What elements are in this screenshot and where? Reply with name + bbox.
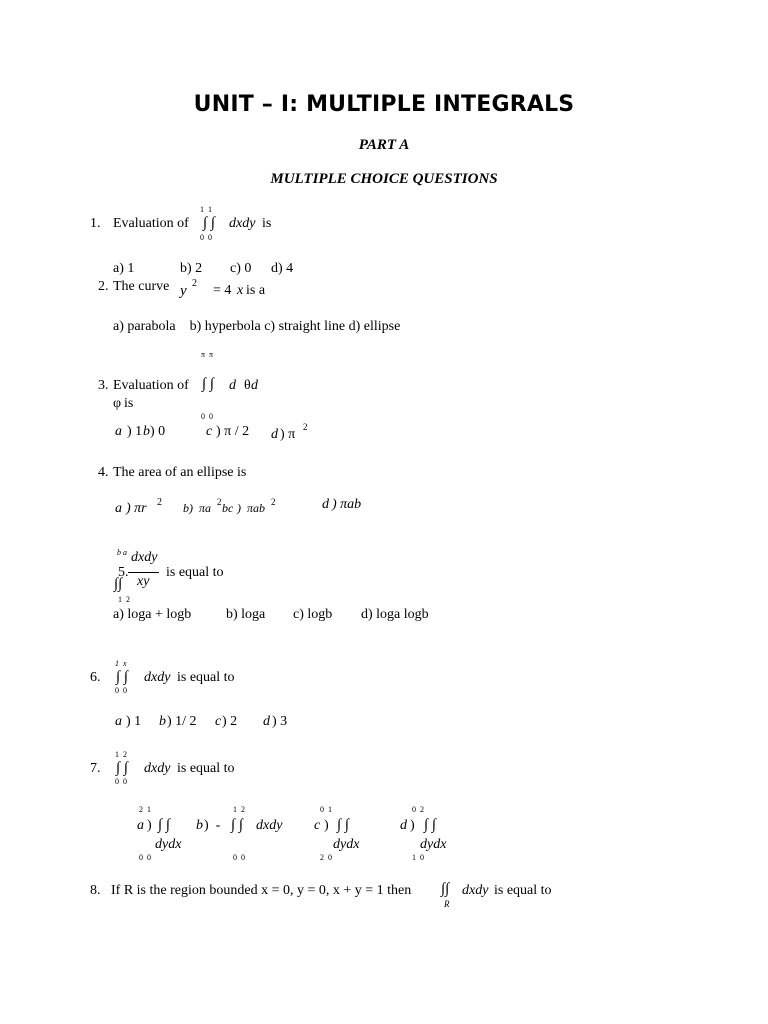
integrand: dxdy: [144, 761, 171, 776]
option-label: a: [137, 818, 144, 833]
upper-limits: 2 1: [139, 805, 152, 814]
option-a-label: a: [115, 424, 122, 439]
integral-sign: ∫∫: [114, 576, 123, 592]
equation-rhs: = 4: [213, 283, 232, 298]
lower-limits: 0 0: [115, 777, 128, 786]
question-suffix: is equal to: [166, 565, 224, 580]
option-a-value: ) 1: [127, 424, 143, 439]
integrand: dydx: [333, 837, 360, 852]
upper-limits: 1 2: [233, 805, 246, 814]
option-c-value: πab: [247, 501, 266, 515]
option-b-label: b): [183, 501, 193, 515]
option-b-tail: bc: [222, 501, 234, 515]
exponent: 2: [192, 278, 197, 289]
fraction-bar: [128, 572, 159, 573]
integral-sign: ∫ ∫: [116, 669, 128, 685]
lower-limits: 0 0: [233, 853, 246, 862]
page-title: UNIT – I: MULTIPLE INTEGRALS: [193, 92, 575, 117]
question-number: 5.: [118, 565, 129, 580]
fraction-numerator: dxdy: [131, 550, 158, 565]
option-paren: ) -: [204, 818, 221, 833]
option-b-exponent: 2: [217, 497, 222, 507]
integral-sign: ∫ ∫: [231, 817, 243, 833]
question-suffix: is equal to: [494, 883, 552, 898]
region-label: R: [444, 899, 450, 909]
integrand: dxdy: [144, 670, 171, 685]
differential-d: d: [229, 378, 236, 393]
question-number: 7.: [90, 761, 101, 776]
question-suffix: is equal to: [177, 670, 235, 685]
option-d: d) 4: [271, 261, 294, 276]
option-d-label: d: [322, 497, 329, 512]
integrand: dxdy: [256, 818, 283, 833]
option-d-label: d: [271, 427, 278, 442]
variable-y: y: [180, 283, 187, 299]
option-c-value: ) π / 2: [216, 424, 250, 439]
integral-sign: ∫ ∫: [116, 760, 128, 776]
option-paren: ): [410, 818, 415, 833]
option-paren: ): [324, 818, 329, 833]
integrand: dydx: [155, 837, 182, 852]
option-a-label: a: [115, 714, 122, 729]
option-label: c: [314, 818, 321, 833]
option-c: c) 0: [230, 261, 252, 276]
option-c-label: c: [215, 714, 222, 729]
upper-limits: 1 x: [115, 659, 128, 668]
differential-d: d: [251, 378, 258, 393]
options: a) parabola b) hyperbola c) straight line d) ellipse: [113, 319, 401, 334]
option-a-label: a: [115, 501, 122, 516]
integrand: dydx: [420, 837, 447, 852]
option-b: b) 2: [180, 261, 203, 276]
upper-limits: 0 2: [412, 805, 425, 814]
option-c-exponent: 2: [271, 497, 276, 507]
option-d-value: ) πab: [332, 497, 362, 512]
question-number: 4.: [98, 465, 109, 480]
lower-limits: 1 2: [118, 595, 131, 604]
option-a-value: ) πr: [126, 501, 147, 516]
question-number: 1.: [90, 216, 101, 231]
question-text: Evaluation of: [113, 378, 189, 393]
option-a: a) 1: [113, 261, 135, 276]
fraction-denominator: xy: [137, 574, 150, 589]
integrand: dxdy: [462, 883, 489, 898]
question-suffix: is a: [246, 283, 266, 298]
option-b-value: ) 1/ 2: [167, 714, 197, 729]
question-text: If R is the region bounded x = 0, y = 0, x + y = 1 then: [111, 883, 412, 898]
question-suffix: is: [124, 396, 134, 411]
question-text: The curve: [113, 279, 170, 294]
part-heading: PART A: [358, 137, 410, 153]
theta-symbol: θ: [244, 378, 251, 393]
option-c-label: c: [206, 424, 213, 439]
lower-limits: 0 0: [201, 412, 214, 421]
integral-sign: ∫ ∫: [337, 817, 349, 833]
upper-limits: 1 2: [115, 750, 128, 759]
variable-x: x: [237, 283, 244, 298]
phi-symbol: φ: [113, 396, 122, 411]
integral-sign: ∫∫: [441, 881, 450, 897]
question-text: Evaluation of: [113, 216, 189, 231]
upper-limits: π π: [201, 350, 215, 359]
upper-limits: b a: [117, 548, 127, 557]
lower-limits: 0 0: [115, 686, 128, 695]
lower-limits: 0 0: [139, 853, 152, 862]
integral-sign: ∫ ∫: [424, 817, 436, 833]
question-number: 6.: [90, 670, 101, 685]
section-heading: MULTIPLE CHOICE QUESTIONS: [270, 171, 498, 187]
option-c-value: ) 2: [222, 714, 238, 729]
option-b-label: b: [159, 714, 166, 729]
option-d-value: ) 3: [272, 714, 288, 729]
integral-sign: ∫ ∫: [202, 376, 214, 392]
option-a-value: ) 1: [126, 714, 142, 729]
integrand: dxdy: [229, 216, 256, 231]
option-b-value: ) 0: [150, 424, 166, 439]
lower-limits: 1 0: [412, 853, 425, 862]
option-d-value: ) π: [280, 427, 296, 442]
question-number: 2.: [98, 279, 109, 294]
option-c: c) logb: [293, 607, 333, 622]
option-b-label: b: [143, 424, 150, 439]
option-b-value: πa: [199, 501, 212, 515]
question-text: The area of an ellipse is: [113, 465, 247, 480]
question-number: 8.: [90, 883, 101, 898]
option-c-label: ): [237, 501, 241, 515]
lower-limits: 2 0: [320, 853, 333, 862]
question-number: 3.: [98, 378, 109, 393]
option-d-label: d: [263, 714, 270, 729]
upper-limits: 0 1: [320, 805, 333, 814]
option-d-exponent: 2: [303, 422, 308, 432]
lower-limits: 0 0: [200, 233, 213, 242]
upper-limits: 1 1: [200, 205, 213, 214]
option-d: d) loga logb: [361, 607, 429, 622]
question-suffix: is equal to: [177, 761, 235, 776]
integral-sign: ∫ ∫: [158, 817, 170, 833]
option-a-exponent: 2: [157, 497, 162, 508]
option-b: b) loga: [226, 607, 266, 622]
option-label: b: [196, 818, 203, 833]
question-suffix: is: [262, 216, 272, 231]
option-a: a) loga + logb: [113, 607, 192, 622]
option-label: d: [400, 818, 407, 833]
option-paren: ): [147, 818, 152, 833]
integral-sign: ∫ ∫: [203, 215, 215, 231]
